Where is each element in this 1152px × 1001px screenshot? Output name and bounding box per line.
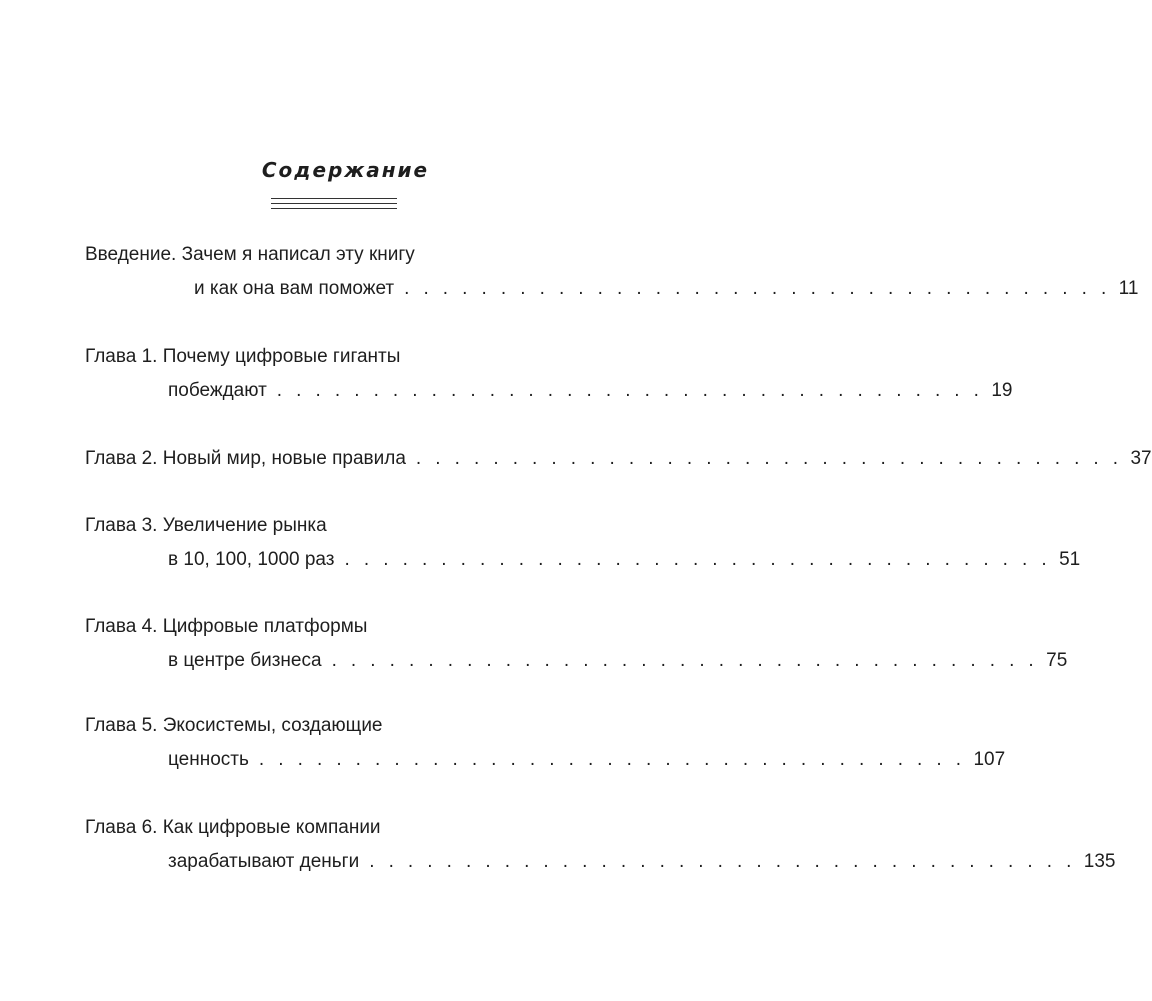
dot-leader: . . . . . . . . . . . . . . . . . . . . . . . . . . . . . . . . . . . . . [344,549,1052,570]
toc-entry-introduction[interactable] [85,238,1139,306]
toc-entry-title: Глава 5. Экосистемы, создающие [85,715,383,736]
toc-page-number: 75 [1046,650,1068,671]
toc-entry-title: Глава 2. Новый мир, новые правила [85,448,406,469]
title-divider-middle [271,203,397,204]
dot-leader: . . . . . . . . . . . . . . . . . . . . . . . . . . . . . . . . . . . . . [331,650,1039,671]
toc-entry-chapter-1[interactable] [85,340,1013,408]
toc-page-number: 51 [1059,549,1081,570]
dot-leader: . . . . . . . . . . . . . . . . . . . . . . . . . . . . . . . . . . . . . [369,851,1076,872]
toc-entry-title: Глава 4. Цифровые платформы [85,616,368,637]
dot-leader: . . . . . . . . . . . . . . . . . . . . . . . . . . . . . . . . . . . . . [415,448,1123,469]
toc-page-number: 135 [1083,851,1116,872]
toc-entry-chapter-3[interactable] [85,509,1081,577]
toc-entry-subtitle: побеждают [168,380,267,401]
page-title: Содержание [261,158,430,182]
toc-entry-title: Глава 3. Увеличение рынка [85,515,327,536]
toc-entry-subtitle: в центре бизнеса [168,650,322,671]
toc-entry-title: Введение. Зачем я написал эту книгу [85,244,415,265]
title-divider-bottom [271,208,397,209]
toc-entry-chapter-6[interactable] [85,811,1116,879]
title-divider-top [271,198,397,199]
dot-leader: . . . . . . . . . . . . . . . . . . . . . . . . . . . . . . . . . . . . . [276,380,984,401]
dot-leader: . . . . . . . . . . . . . . . . . . . . . . . . . . . . . . . . . . . . . [258,749,966,770]
toc-entry-subtitle: в 10, 100, 1000 раз [168,549,335,570]
toc-entry-title: Глава 1. Почему цифровые гиганты [85,346,401,367]
dot-leader: . . . . . . . . . . . . . . . . . . . . . . . . . . . . . . . . . . . . . [404,278,1111,299]
toc-page-number: 37 [1130,448,1152,469]
toc-page-number: 19 [991,380,1013,401]
toc-page-number: 107 [973,749,1006,770]
toc-entry-title: Глава 6. Как цифровые компании [85,817,381,838]
toc-entry-subtitle: и как она вам поможет [194,278,395,299]
toc-page-number: 11 [1118,278,1139,299]
toc-entry-chapter-5[interactable] [85,709,1006,777]
toc-entry-chapter-4[interactable] [85,610,1068,678]
toc-entry-subtitle: зарабатывают деньги [168,851,360,872]
toc-entry-subtitle: ценность [168,749,249,770]
toc-entry-chapter-2[interactable] [85,442,1152,476]
